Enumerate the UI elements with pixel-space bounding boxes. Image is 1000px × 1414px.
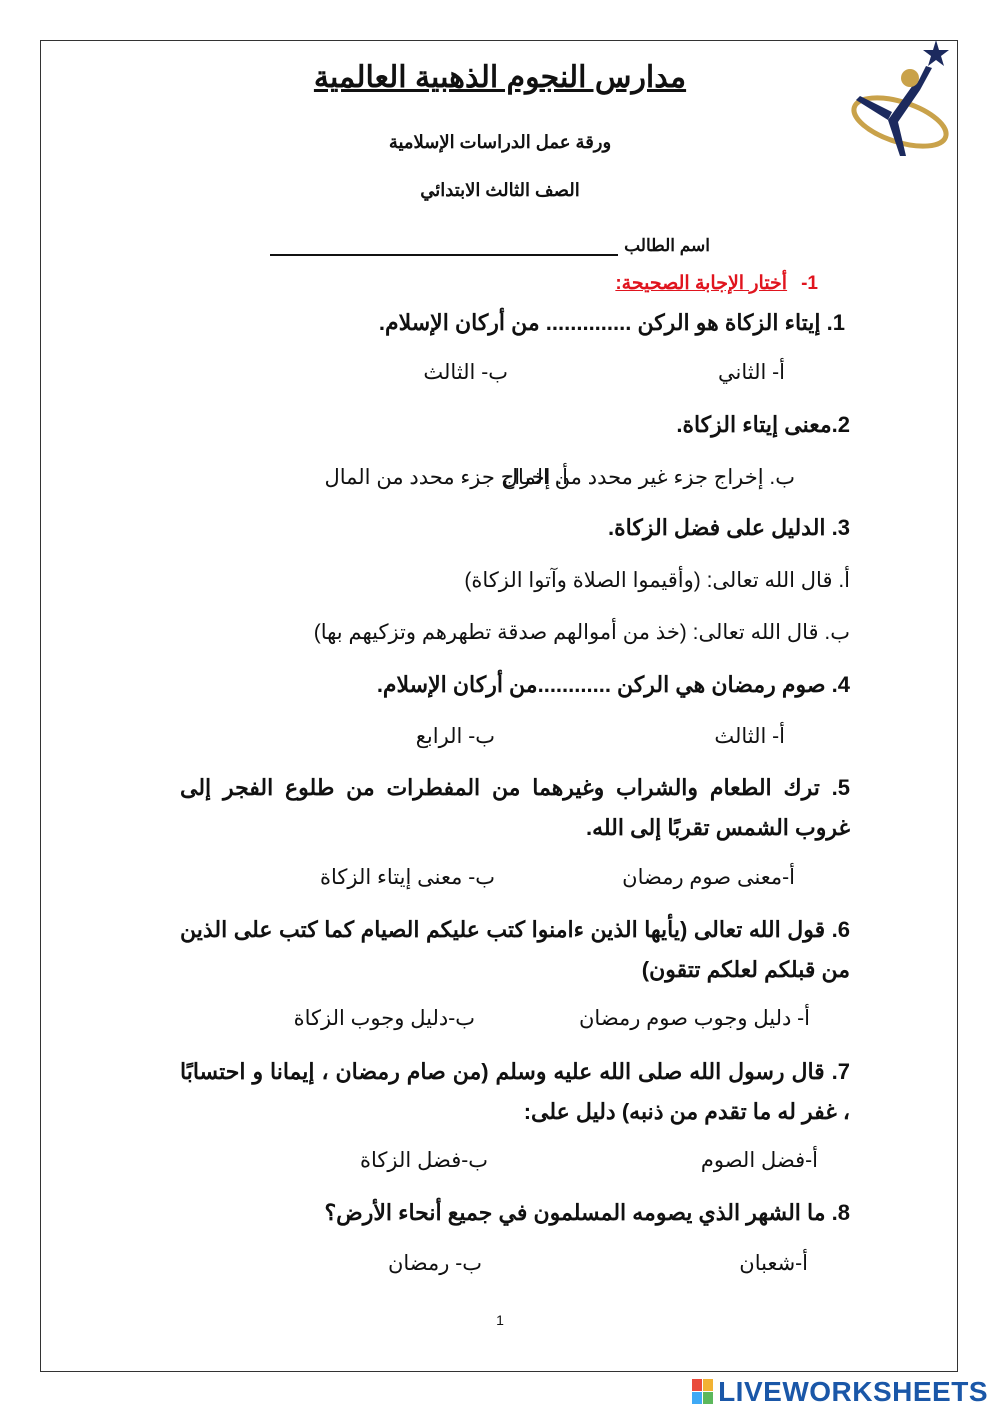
watermark-text: LIVEWORKSHEETS bbox=[718, 1376, 988, 1407]
question-1: 1. إيتاء الزكاة هو الركن .............. من أركان الإسلام. bbox=[378, 310, 845, 335]
q2-option-b[interactable]: ب. إخراج جزء غير محدد من المال bbox=[502, 466, 795, 489]
q1-option-a[interactable]: أ- الثاني bbox=[718, 361, 785, 384]
section-title bbox=[615, 272, 818, 295]
q8-option-a[interactable]: أ-شعبان bbox=[739, 1252, 808, 1275]
page-number: 1 bbox=[496, 1312, 504, 1328]
q7-option-a[interactable]: أ-فضل الصوم bbox=[700, 1149, 818, 1172]
school-name: مدارس النجوم الذهبية العالمية bbox=[313, 61, 687, 94]
q1-option-b[interactable]: ب- الثالث bbox=[423, 361, 508, 384]
q5-option-b[interactable]: ب- معنى إيتاء الزكاة bbox=[320, 866, 495, 889]
section-number: 1- bbox=[801, 273, 818, 294]
q3-option-a[interactable]: أ. قال الله تعالى: (وأقيموا الصلاة وآتوا الزكاة) bbox=[464, 569, 850, 592]
question-4: 4. صوم رمضان هي الركن ............من أركان الإسلام. bbox=[376, 672, 850, 697]
question-7: 7. قال رسول الله صلى الله عليه وسلم (من صام رمضان ، إيمانا و احتسابًا ، غفر له ما تقدم من ذنبه) دليل على: bbox=[180, 1059, 850, 1124]
q6-option-b[interactable]: ب-دليل وجوب الزكاة bbox=[293, 1007, 475, 1030]
question-6: 6. قول الله تعالى (يأيها الذين ءامنوا كتب عليكم الصيام كما كتب على الذين من قبلكم لعلكم تتقون) bbox=[180, 917, 850, 982]
q4-option-a[interactable]: أ- الثالث bbox=[714, 725, 785, 748]
question-8: 8. ما الشهر الذي يصومه المسلمون في جميع أنحاء الأرض؟ bbox=[324, 1200, 850, 1225]
question-3: 3. الدليل على فضل الزكاة. bbox=[608, 515, 850, 540]
q7-option-b[interactable]: ب-فضل الزكاة bbox=[360, 1149, 488, 1172]
worksheet-title: ورقة عمل الدراسات الإسلامية bbox=[388, 132, 612, 152]
student-name-row bbox=[270, 226, 710, 256]
liveworksheets-watermark bbox=[692, 1376, 988, 1408]
q5-option-a[interactable]: أ-معنى صوم رمضان bbox=[622, 866, 795, 889]
liveworksheets-logo-icon bbox=[692, 1379, 714, 1405]
school-logo bbox=[848, 38, 953, 163]
q6-option-a[interactable]: أ- دليل وجوب صوم رمضان bbox=[579, 1007, 810, 1030]
grade-label: الصف الثالث الابتدائي bbox=[420, 180, 580, 200]
q3-option-b[interactable]: ب. قال الله تعالى: (خذ من أموالهم صدقة تطهرهم وتزكيهم بها) bbox=[313, 621, 850, 644]
q8-option-b[interactable]: ب- رمضان bbox=[387, 1252, 482, 1275]
q4-option-b[interactable]: ب- الرابع bbox=[415, 725, 495, 748]
question-2: 2.معنى إيتاء الزكاة. bbox=[676, 412, 850, 437]
student-name-input-line[interactable] bbox=[270, 232, 618, 256]
section-title-text: أختار الإجابة الصحيحة: bbox=[615, 273, 788, 294]
student-name-label: اسم الطالب bbox=[624, 236, 710, 255]
question-5: 5. ترك الطعام والشراب وغيرهما من المفطرات من طلوع الفجر إلى غروب الشمس تقربًا إلى الله. bbox=[180, 775, 850, 840]
q2-option-a[interactable]: أ. إخراج جزء محدد من المال bbox=[324, 466, 568, 489]
